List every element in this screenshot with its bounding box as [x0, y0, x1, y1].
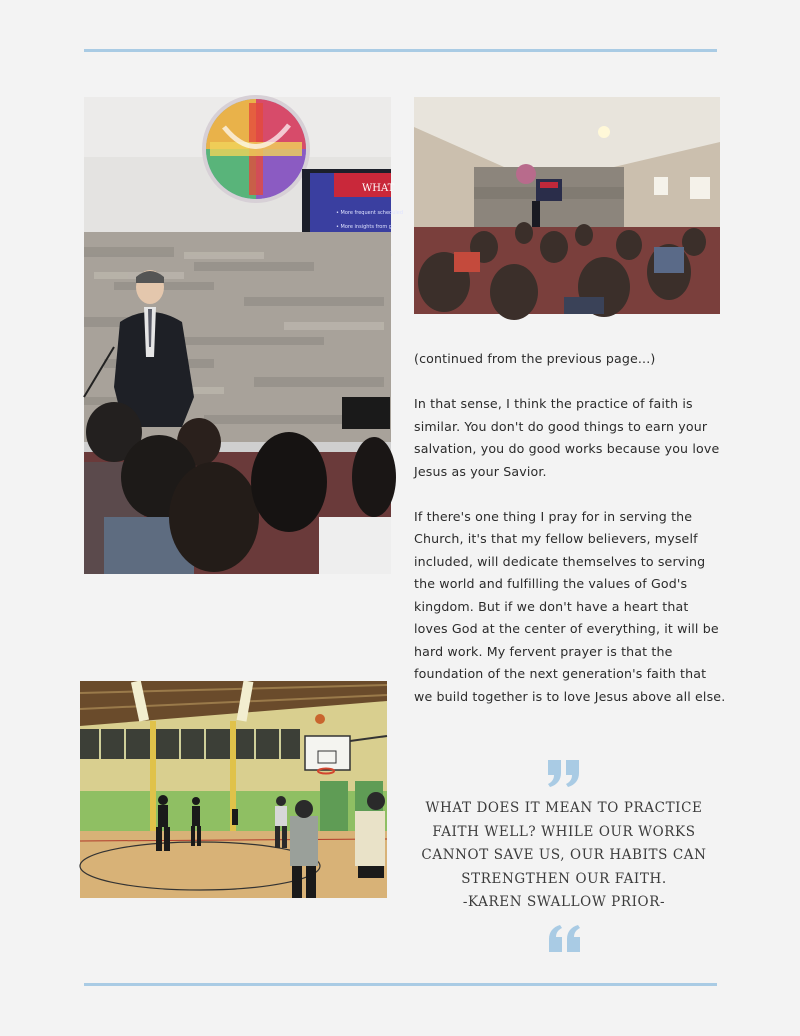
top-divider	[84, 49, 717, 52]
close-quote-icon	[544, 924, 584, 954]
quote-attribution: -KAREN SWALLOW PRIOR-	[462, 894, 666, 910]
slide-bullet-2: • More insights from g	[336, 224, 392, 230]
speaker-photo	[84, 97, 404, 574]
slide-heading: WHAT	[362, 183, 395, 194]
open-quote-icon	[544, 758, 584, 788]
continued-note: (continued from the previous page...)	[414, 351, 656, 366]
article-paragraph-1: In that sense, I think the practice of faith is similar. You don't do good things to earn your salvation, you do good works because you love Jesus as your Savior.	[414, 396, 720, 479]
bottom-divider	[84, 983, 717, 986]
article-paragraph-2: If there's one thing I pray for in serving the Church, it's that my fellow believers, myself included, will dedicate themselves to serving the world and fulfilling the values of God's kingdom. But if we don't have a heart that loves God at the center of everything, it will be hard work. My fervent prayer is that the foundation of the next generation's faith that we build together is to love Jesus above all else.	[414, 508, 726, 704]
gym-photo	[80, 681, 387, 898]
pull-quote	[414, 797, 714, 915]
quote-text: WHAT DOES IT MEAN TO PRACTICE FAITH WELL? WHILE OUR WORKS CANNOT SAVE US, OUR HABITS CAN STRENGTHEN OUR FAITH.	[421, 800, 707, 887]
article-body	[414, 348, 726, 731]
audience-photo	[414, 97, 720, 314]
slide-bullet-1: • More frequent scheduled	[336, 210, 404, 216]
